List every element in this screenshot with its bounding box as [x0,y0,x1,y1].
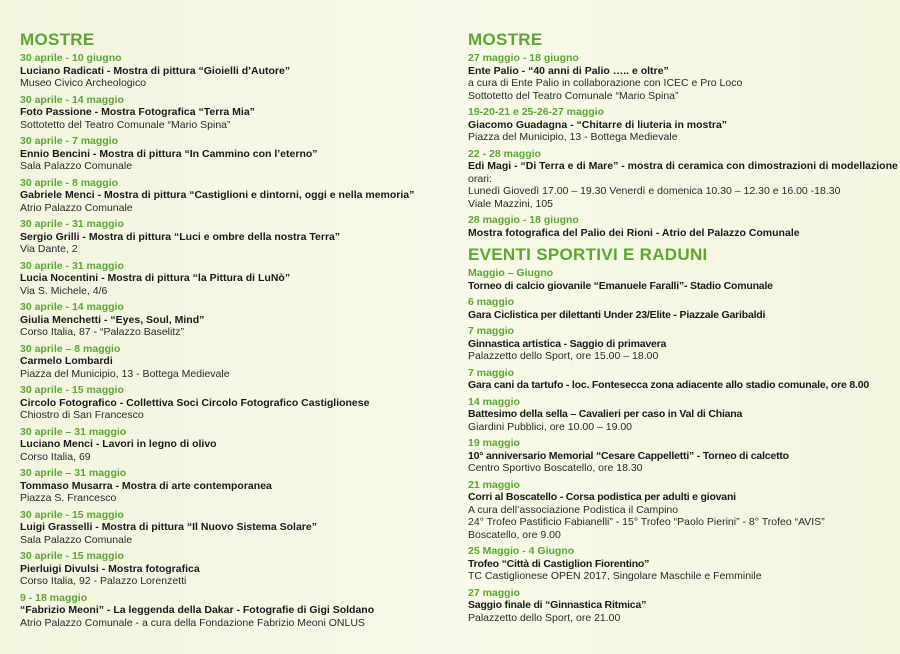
event-date: 28 maggio - 18 giugno [468,214,579,226]
event-entry [468,147,898,211]
event-title: Torneo di calcio giovanile “Emanuele Faralli”- Stadio Comunale [468,279,773,292]
event-date: 30 aprile - 14 maggio [20,93,124,106]
event-date: 30 aprile - 8 maggio [20,176,119,189]
event-title: Carmelo Lombardi [20,355,113,367]
event-date: 30 aprile - 7 maggio [20,135,119,147]
event-title: “Fabrizio Meoni” - La leggenda della Dakar - Fotografie di Gigi Soldano [20,604,375,616]
event-date: 30 aprile - 31 maggio [20,259,124,272]
event-detail: Atrio Palazzo Comunale [20,201,133,214]
event-detail: Piazza S. Francesco [20,492,117,504]
mostre-list [20,52,450,629]
event-entry [20,509,450,547]
event-entry [20,52,450,90]
event-title: Luciano Menci - Lavori in legno di olivo [20,438,217,450]
event-title: Tommaso Musarra - Mostra di arte contemporanea [20,479,272,492]
right-column [468,30,898,628]
event-detail: Piazza del Municipio, 13 - Bottega Medievale [20,367,230,380]
event-date: 30 aprile - 14 maggio [20,301,124,313]
event-entry [20,426,450,464]
event-title: Sergio Grilli - Mostra di pittura “Luci e ombre della nostra Terra” [20,230,341,243]
event-detail: TC Castiglionese OPEN 2017, Singolare Maschile e Femminile [468,570,762,582]
event-detail: Sala Palazzo Comunale [20,160,133,172]
event-detail: Palazzetto dello Sport, ore 21.00 [468,611,621,624]
event-date: 19 maggio [468,437,520,449]
event-title: Pierluigi Divulsi - Mostra fotografica [20,562,200,575]
event-date: 30 aprile - 15 maggio [20,508,124,521]
event-entry [20,135,450,173]
eventi-sportivi-list [468,267,888,624]
event-date: 30 aprile – 8 maggio [20,342,121,355]
event-title: Ginnastica artistica - Saggio di primavera [468,337,667,350]
event-entry [20,550,450,588]
event-detail: Giardini Pubblici, ore 10.00 – 19.00 [468,420,633,433]
event-detail: Lunedì Giovedì 17.00 – 19.30 Venerdì e domenica 10.30 – 12.30 e 16.00 -18.30 [468,185,841,197]
event-title: Giacomo Guadagna - “Chitarre di liuteria in mostra” [468,118,728,131]
event-title: Circolo Fotografico - Collettiva Soci Circolo Fotografico Castiglionese [20,396,370,409]
mostre-list-continued [468,52,898,239]
event-entry [468,106,888,144]
event-title: Giulia Menchetti - “Eyes, Soul, Mind” [20,313,205,326]
event-entry [468,267,888,292]
event-title: Battesimo della sella – Cavalieri per caso in Val di Chiana [468,408,743,420]
event-entry [20,301,450,339]
event-date: 22 - 28 maggio [468,147,541,160]
event-date: 21 maggio [468,478,520,491]
event-entry [20,467,450,505]
event-entry [468,296,888,321]
left-column [20,30,450,633]
event-detail: Boscatello, ore 9.00 [468,528,561,541]
section-title-eventi-sportivi: EVENTI SPORTIVI E RADUNI [468,245,708,264]
event-date: 30 aprile – 31 maggio [20,467,127,479]
event-entry [468,479,888,542]
event-detail: Piazza del Municipio, 13 - Bottega Medievale [468,131,678,143]
event-title: Corri al Boscatello - Corsa podistica per adulti e giovani [468,491,736,503]
event-detail: Sala Palazzo Comunale [20,533,133,546]
event-title: Luciano Radicati - Mostra di pittura “Gioielli d’Autore” [20,64,291,77]
event-title: Mostra fotografica del Palio dei Rioni - Atrio del Palazzo Comunale [468,226,800,239]
event-detail: Chiostro di San Francesco [20,409,144,421]
event-title: Ente Palio - “40 anni di Palio ….. e oltre” [468,64,669,77]
event-title: Gara cani da tartufo - loc. Fontesecca zona adiacente allo stadio comunale, ore 8.00 [468,379,869,391]
event-detail: Centro Sportivo Boscatello, ore 18.30 [468,462,643,474]
event-detail: Museo Civico Archeologico [20,77,147,89]
event-date: 9 - 18 maggio [20,591,88,604]
event-title: Ennio Bencini - Mostra di pittura “In Cammino con l’eterno” [20,147,318,160]
event-date: 7 maggio [468,366,515,379]
event-entry [20,177,450,215]
event-date: 25 Maggio - 4 Giugno [468,545,575,557]
event-detail: Palazzetto dello Sport, ore 15.00 – 18.00 [468,350,659,362]
event-entry [20,94,450,132]
event-date: 27 maggio - 18 giugno [468,52,579,64]
event-date: 7 maggio [468,325,515,337]
event-date: 19-20-21 e 25-26-27 maggio [468,106,604,118]
event-detail: Atrio Palazzo Comunale - a cura della Fondazione Fabrizio Meoni ONLUS [20,616,365,629]
event-date: 14 maggio [468,395,520,408]
event-date: 6 maggio [468,296,515,308]
event-detail: 24° Trofeo Pastificio Fabianelli” - 15° Trofeo “Paolo Pierini” - 8° Trofeo “AVIS” [468,516,825,528]
event-date: 30 aprile - 15 maggio [20,384,124,396]
event-entry [20,260,450,298]
section-title-mostre: MOSTRE [20,30,95,49]
event-date: 30 aprile – 31 maggio [20,425,127,438]
event-detail: Viale Mazzini, 105 [468,197,554,210]
event-detail: Sottotetto del Teatro Comunale “Mario Spina” [468,89,679,102]
event-title: Edi Magi - “Di Terra e di Mare” - mostra di ceramica con dimostrazioni di modellazione [468,160,898,172]
event-date: 30 aprile - 31 maggio [20,218,124,230]
event-title: Lucia Nocentini - Mostra di pittura “la Pittura di LuNò” [20,272,291,284]
section-title-mostre-continued: MOSTRE [468,30,543,49]
event-detail: Corso Italia, 87 - “Palazzo Baselitz” [20,326,184,338]
event-entry [20,218,450,256]
event-detail: Via Dante, 2 [20,243,78,255]
event-entry [20,384,450,422]
event-entry [468,587,888,625]
event-date: 27 maggio [468,586,520,599]
event-title: Foto Passione - Mostra Fotografica “Terra Mia” [20,106,255,118]
event-title: Gara Ciclistica per dilettanti Under 23/Elite - Piazzale Garibaldi [468,308,766,321]
event-detail: a cura di Ente Palio in collaborazione con ICEC e Pro Loco [468,77,743,89]
event-detail: Via S. Michele, 4/6 [20,284,108,297]
event-date: Maggio – Giugno [468,267,554,279]
event-title: Luigi Grasselli - Mostra di pittura “Il Nuovo Sistema Solare” [20,521,317,533]
event-entry [468,52,888,102]
event-date: 30 aprile - 15 maggio [20,550,124,562]
event-detail: Sottotetto del Teatro Comunale “Mario Spina” [20,118,231,131]
event-entry [468,325,888,363]
event-title: Trofeo “Città di Castiglion Fiorentino” [468,557,650,570]
event-entry [20,343,450,381]
event-entry [468,437,888,475]
event-entry [468,367,888,392]
event-entry [468,545,888,583]
event-title: Gabriele Menci - Mostra di pittura “Castiglioni e dintorni, oggi e nella memoria” [20,189,415,201]
event-date: 30 aprile - 10 giugno [20,52,122,64]
event-entry [468,396,888,434]
event-detail: Corso Italia, 69 [20,450,91,463]
event-title: Saggio finale di “Ginnastica Ritmica” [468,599,647,611]
event-detail: A cura dell’associazione Podistica il Campino [468,503,679,516]
event-detail: orari: [468,172,492,185]
event-entry [20,592,450,630]
event-title: 10° anniversario Memorial “Cesare Cappelletti” - Torneo di calcetto [468,449,789,462]
event-detail: Corso Italia, 92 - Palazzo Lorenzetti [20,575,187,587]
event-entry [468,214,888,239]
